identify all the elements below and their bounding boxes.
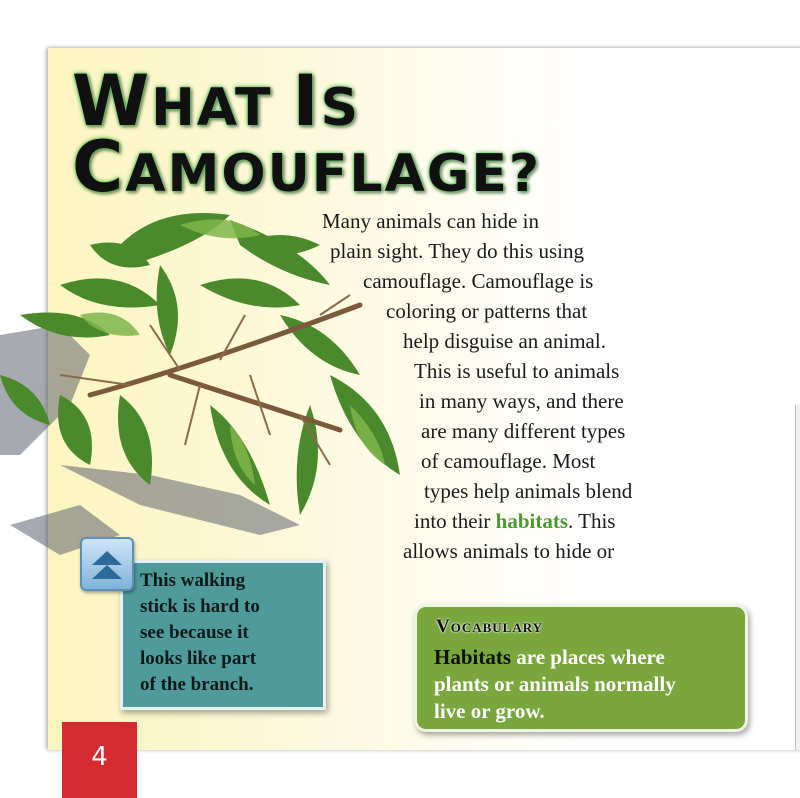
page-title: WHAT IS CAMOUFLAGE?: [72, 60, 542, 208]
double-chevron-up-icon: [80, 537, 134, 591]
vocabulary-definition: Habitats are places where plants or animals normally live or grow.: [434, 645, 676, 723]
habitats-term: habitats: [495, 509, 569, 533]
body-text: Many animals can hide in plain sight. They do this using camouflage. Camouflage is coloring or patterns that help disguise an animal. This is useful to animals in many ways, and there are many different types of camouflage. Most types help animals blend into their habitats. This allows animals to hide or: [300, 206, 700, 566]
photo-caption: This walking stick is hard to see because it looks like part of the branch.: [140, 570, 260, 695]
habitat-line: into their habitats. This: [414, 509, 616, 533]
vocabulary-heading: Vocabulary: [436, 616, 544, 637]
vocabulary-term: Habitats: [434, 645, 512, 669]
page-number: 4: [91, 742, 108, 772]
next-page-edge: [795, 405, 800, 750]
